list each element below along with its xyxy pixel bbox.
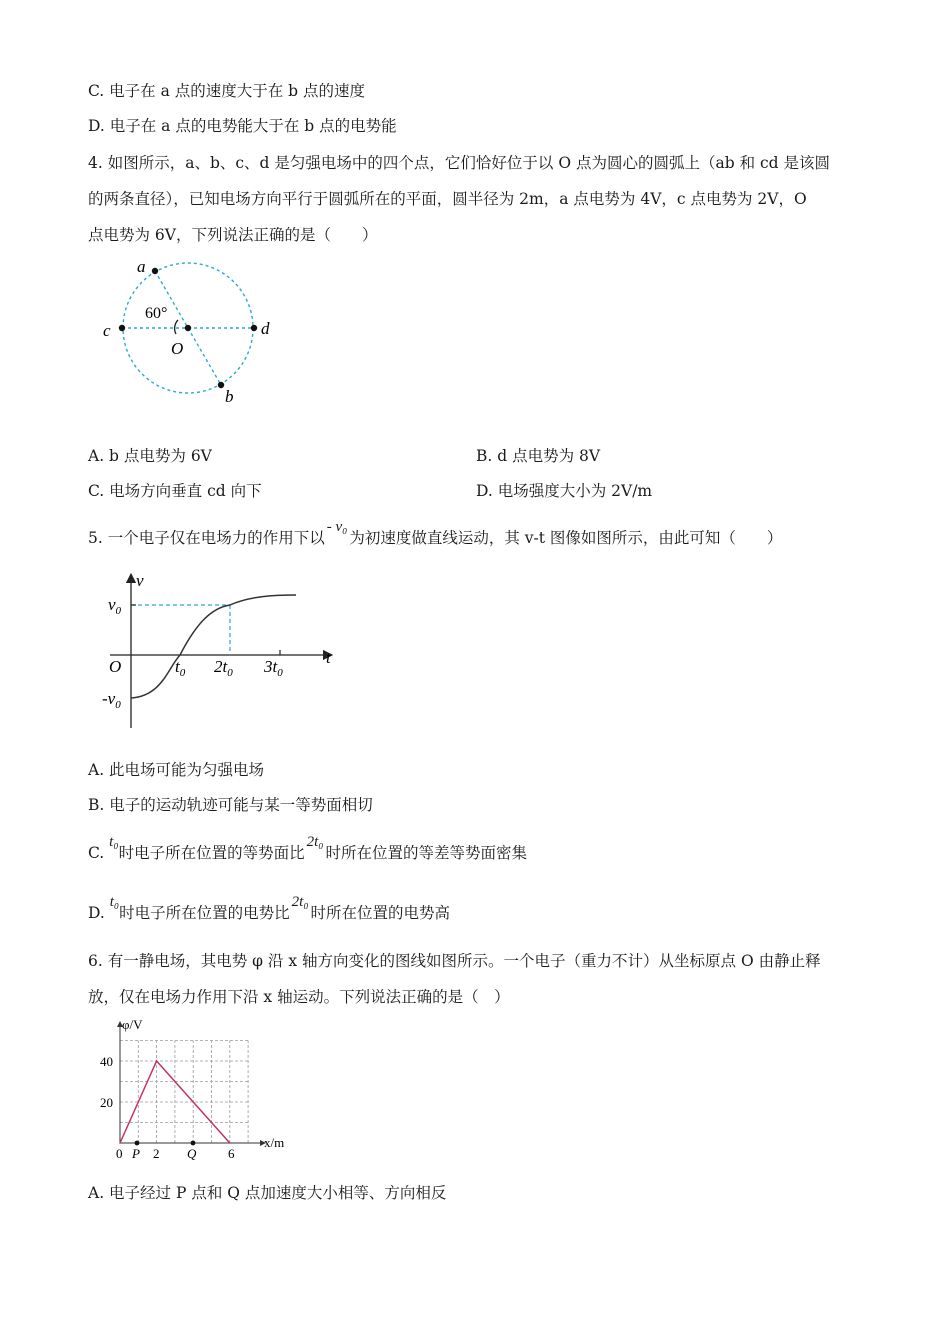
y-tick-20: 20 [100,1095,113,1110]
q5-option-d-t0: t₀ [109,894,120,910]
q5-option-d-letter: D. [88,904,105,922]
label-angle: 60° [145,305,168,322]
phi-axis-label: φ/V [122,1017,143,1032]
label-v: v [136,571,144,590]
q4-stem-line2: 的两条直径），已知电场方向平行于圆弧所在的平面，圆半径为 2m，a 点电势为 4V，c 点电势为 2V，O [88,190,807,208]
label-neg-v0: $-v_0$ [102,689,121,711]
q6-stem-line1: 6. 有一静电场，其电势 φ 沿 x 轴方向变化的图线如图所示。一个电子（重力不计）从坐标原点 O 由静止释 [88,952,821,970]
label-v0: $v_0$ [108,595,122,617]
x-tick-q: Q [187,1146,197,1161]
phi-data-point [229,1142,231,1144]
label-origin: O [109,657,122,676]
q5-stem-suffix: 为初速度做直线运动，其 v-t 图像如图所示，由此可知（ ） [349,529,783,547]
q6-option-a: A. 电子经过 P 点和 Q 点加速度大小相等、方向相反 [88,1184,447,1202]
q5-option-b: B. 电子的运动轨迹可能与某一等势面相切 [88,796,373,814]
q5-option-c-2t0: 2t₀ [306,834,324,850]
x-axis-label: x/m [264,1135,285,1150]
label-3t0: $3t_0$ [264,657,283,679]
q5-option-a: A. 此电场可能为匀强电场 [88,761,265,779]
point-p [135,1141,140,1146]
q5-stem-v0: - v₀ [326,519,348,535]
q5-option-c [88,834,527,865]
q4-option-b: B. d 点电势为 8V [476,447,601,465]
q4-option-d: D. 电场强度大小为 2V/m [476,482,653,500]
x-tick-2: 2 [153,1146,160,1161]
q5-vt-graph [100,568,350,733]
vt-curve [131,595,296,698]
label-d: d [261,319,270,338]
q5-option-d [88,894,451,925]
q5-option-c-letter: C. [88,844,105,862]
point-b [218,382,224,388]
q4-option-a: A. b 点电势为 6V [88,447,212,465]
q6-phi-x-graph [98,1015,298,1165]
q3-option-d: D. 电子在 a 点的电势能大于在 b 点的电势能 [88,117,397,135]
q5-option-c-t0: t₀ [109,834,119,850]
q5-stem [88,519,783,550]
q5-option-d-mid: 时电子所在位置的电势比 [119,904,290,922]
point-q [191,1141,196,1146]
q3-option-c: C. 电子在 a 点的速度大于在 b 点的速度 [88,82,366,100]
point-a [152,268,158,274]
q4-stem-line3: 点电势为 6V，下列说法正确的是（ ） [88,226,378,244]
q6-stem-line2: 放，仅在电场力作用下沿 x 轴运动。下列说法正确的是（ ） [88,988,510,1006]
q5-option-d-2t0: 2t₀ [291,894,309,910]
angle-arc [175,320,178,334]
q4-stem-line1: 4. 如图所示，a、b、c、d 是匀强电场中的四个点，它们恰好位于以 O 点为圆心的圆弧上（ab 和 cd 是该圆 [88,154,831,172]
label-c: c [103,321,111,340]
phi-data-point [156,1060,158,1062]
label-t0: $t_0$ [175,657,186,679]
label-b: b [225,387,234,406]
point-o [185,325,191,331]
y-tick-40: 40 [100,1054,113,1069]
point-d [251,325,257,331]
q4-option-c: C. 电场方向垂直 cd 向下 [88,482,262,500]
q4-circle-figure [95,252,295,412]
q5-option-d-post: 时所在位置的电势高 [310,904,451,922]
q5-stem-prefix: 5. 一个电子仅在电场力的作用下以 [88,529,325,547]
x-tick-6: 6 [228,1146,235,1161]
label-t: t [326,648,331,667]
label-2t0: $2t_0$ [214,657,233,679]
q5-option-c-post: 时所在位置的等差等势面密集 [325,844,527,862]
label-o: O [171,339,184,358]
label-a: a [137,257,146,276]
point-c [119,325,125,331]
q5-option-c-mid: 时电子所在位置的等势面比 [118,844,305,862]
x-tick-p: P [132,1146,140,1161]
x-tick-0: 0 [116,1146,123,1161]
phi-data-point [119,1142,121,1144]
